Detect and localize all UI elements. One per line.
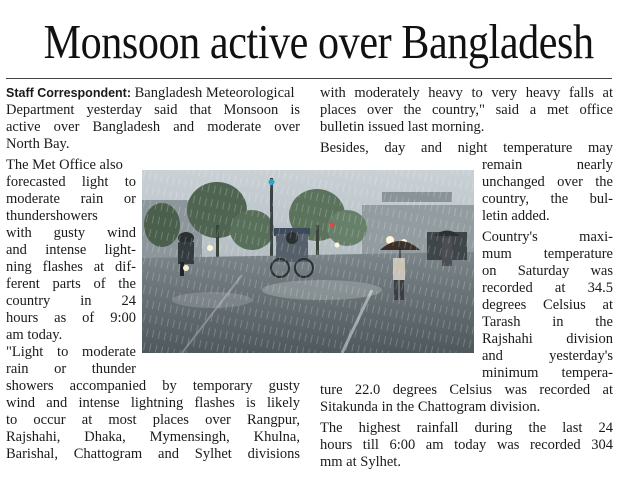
text-line: "Light to moderate xyxy=(6,344,136,360)
text-line: Tarash in the xyxy=(482,314,613,330)
text-line: The Met Office also xyxy=(6,157,123,173)
text-line: am today. xyxy=(6,327,63,343)
text-line: Sitakunda in the Chattogram division. xyxy=(320,399,541,415)
text-line: The highest rainfall during the last 24 xyxy=(320,420,613,436)
text-line: ferent parts of the xyxy=(6,276,136,292)
text-line: and intense light- xyxy=(6,242,136,258)
text-line: country in 24 xyxy=(6,293,136,309)
text-line: Besides, day and night temperature may xyxy=(320,140,613,156)
text-line: country, the bul- xyxy=(482,191,613,207)
text-line: Rajshahi division xyxy=(482,331,613,347)
text-line: mm at Sylhet. xyxy=(320,454,401,470)
article-paragraph-1 xyxy=(6,85,302,102)
text-line: active over Bangladesh and moderate over xyxy=(6,119,300,135)
text-line: forecasted light to xyxy=(6,174,136,190)
text-line: mum temperature xyxy=(482,246,613,262)
headline: Monsoon active over Bangladesh xyxy=(43,14,594,69)
text-line: ning flashes at dif- xyxy=(6,259,136,275)
text-line: letin added. xyxy=(482,208,550,224)
text-line: on Saturday was xyxy=(482,263,613,279)
text-line: Rajshahi, Dhaka, Mymensingh, Khulna, xyxy=(6,429,300,445)
text-line: Bangladesh Meteorological xyxy=(134,85,295,101)
text-line: showers accompanied by temporary gusty xyxy=(6,378,300,394)
text-line: minimum tempera- xyxy=(482,365,613,381)
text-line: bulletin issued last morning. xyxy=(320,119,485,135)
text-line: thundershowers xyxy=(6,208,98,224)
text-line: remain nearly xyxy=(482,157,613,173)
text-line: Barishal, Chattogram and Sylhet divisions xyxy=(6,446,300,462)
text-line: hours till 6:00 am today was recorded 304 xyxy=(320,437,613,453)
text-line: hours as of 9:00 xyxy=(6,310,136,326)
text-line: with moderately heavy to very heavy falls at xyxy=(320,85,613,101)
text-line: recorded at 34.5 xyxy=(482,280,613,296)
text-line: places over the country," said a met office xyxy=(320,102,613,118)
text-line: wind and intense lightning flashes is likely xyxy=(6,395,300,411)
headline-rule xyxy=(6,78,612,79)
text-line: to occur at most places over Rangpur, xyxy=(6,412,300,428)
text-line: ture 22.0 degrees Celsius was recorded at xyxy=(320,382,613,398)
text-line: rain or thunder xyxy=(6,361,136,377)
text-line: degrees Celsius at xyxy=(482,297,613,313)
text-line: Country's maxi- xyxy=(482,229,613,245)
news-photo xyxy=(142,170,474,353)
text-line: with gusty wind xyxy=(6,225,136,241)
byline: Staff Correspondent: xyxy=(6,86,131,100)
text-line: moderate rain or xyxy=(6,191,136,207)
text-line: and yesterday's xyxy=(482,348,613,364)
text-line: Department yesterday said that Monsoon is xyxy=(6,102,300,118)
text-line: unchanged over the xyxy=(482,174,613,190)
text-line: North Bay. xyxy=(6,136,70,152)
